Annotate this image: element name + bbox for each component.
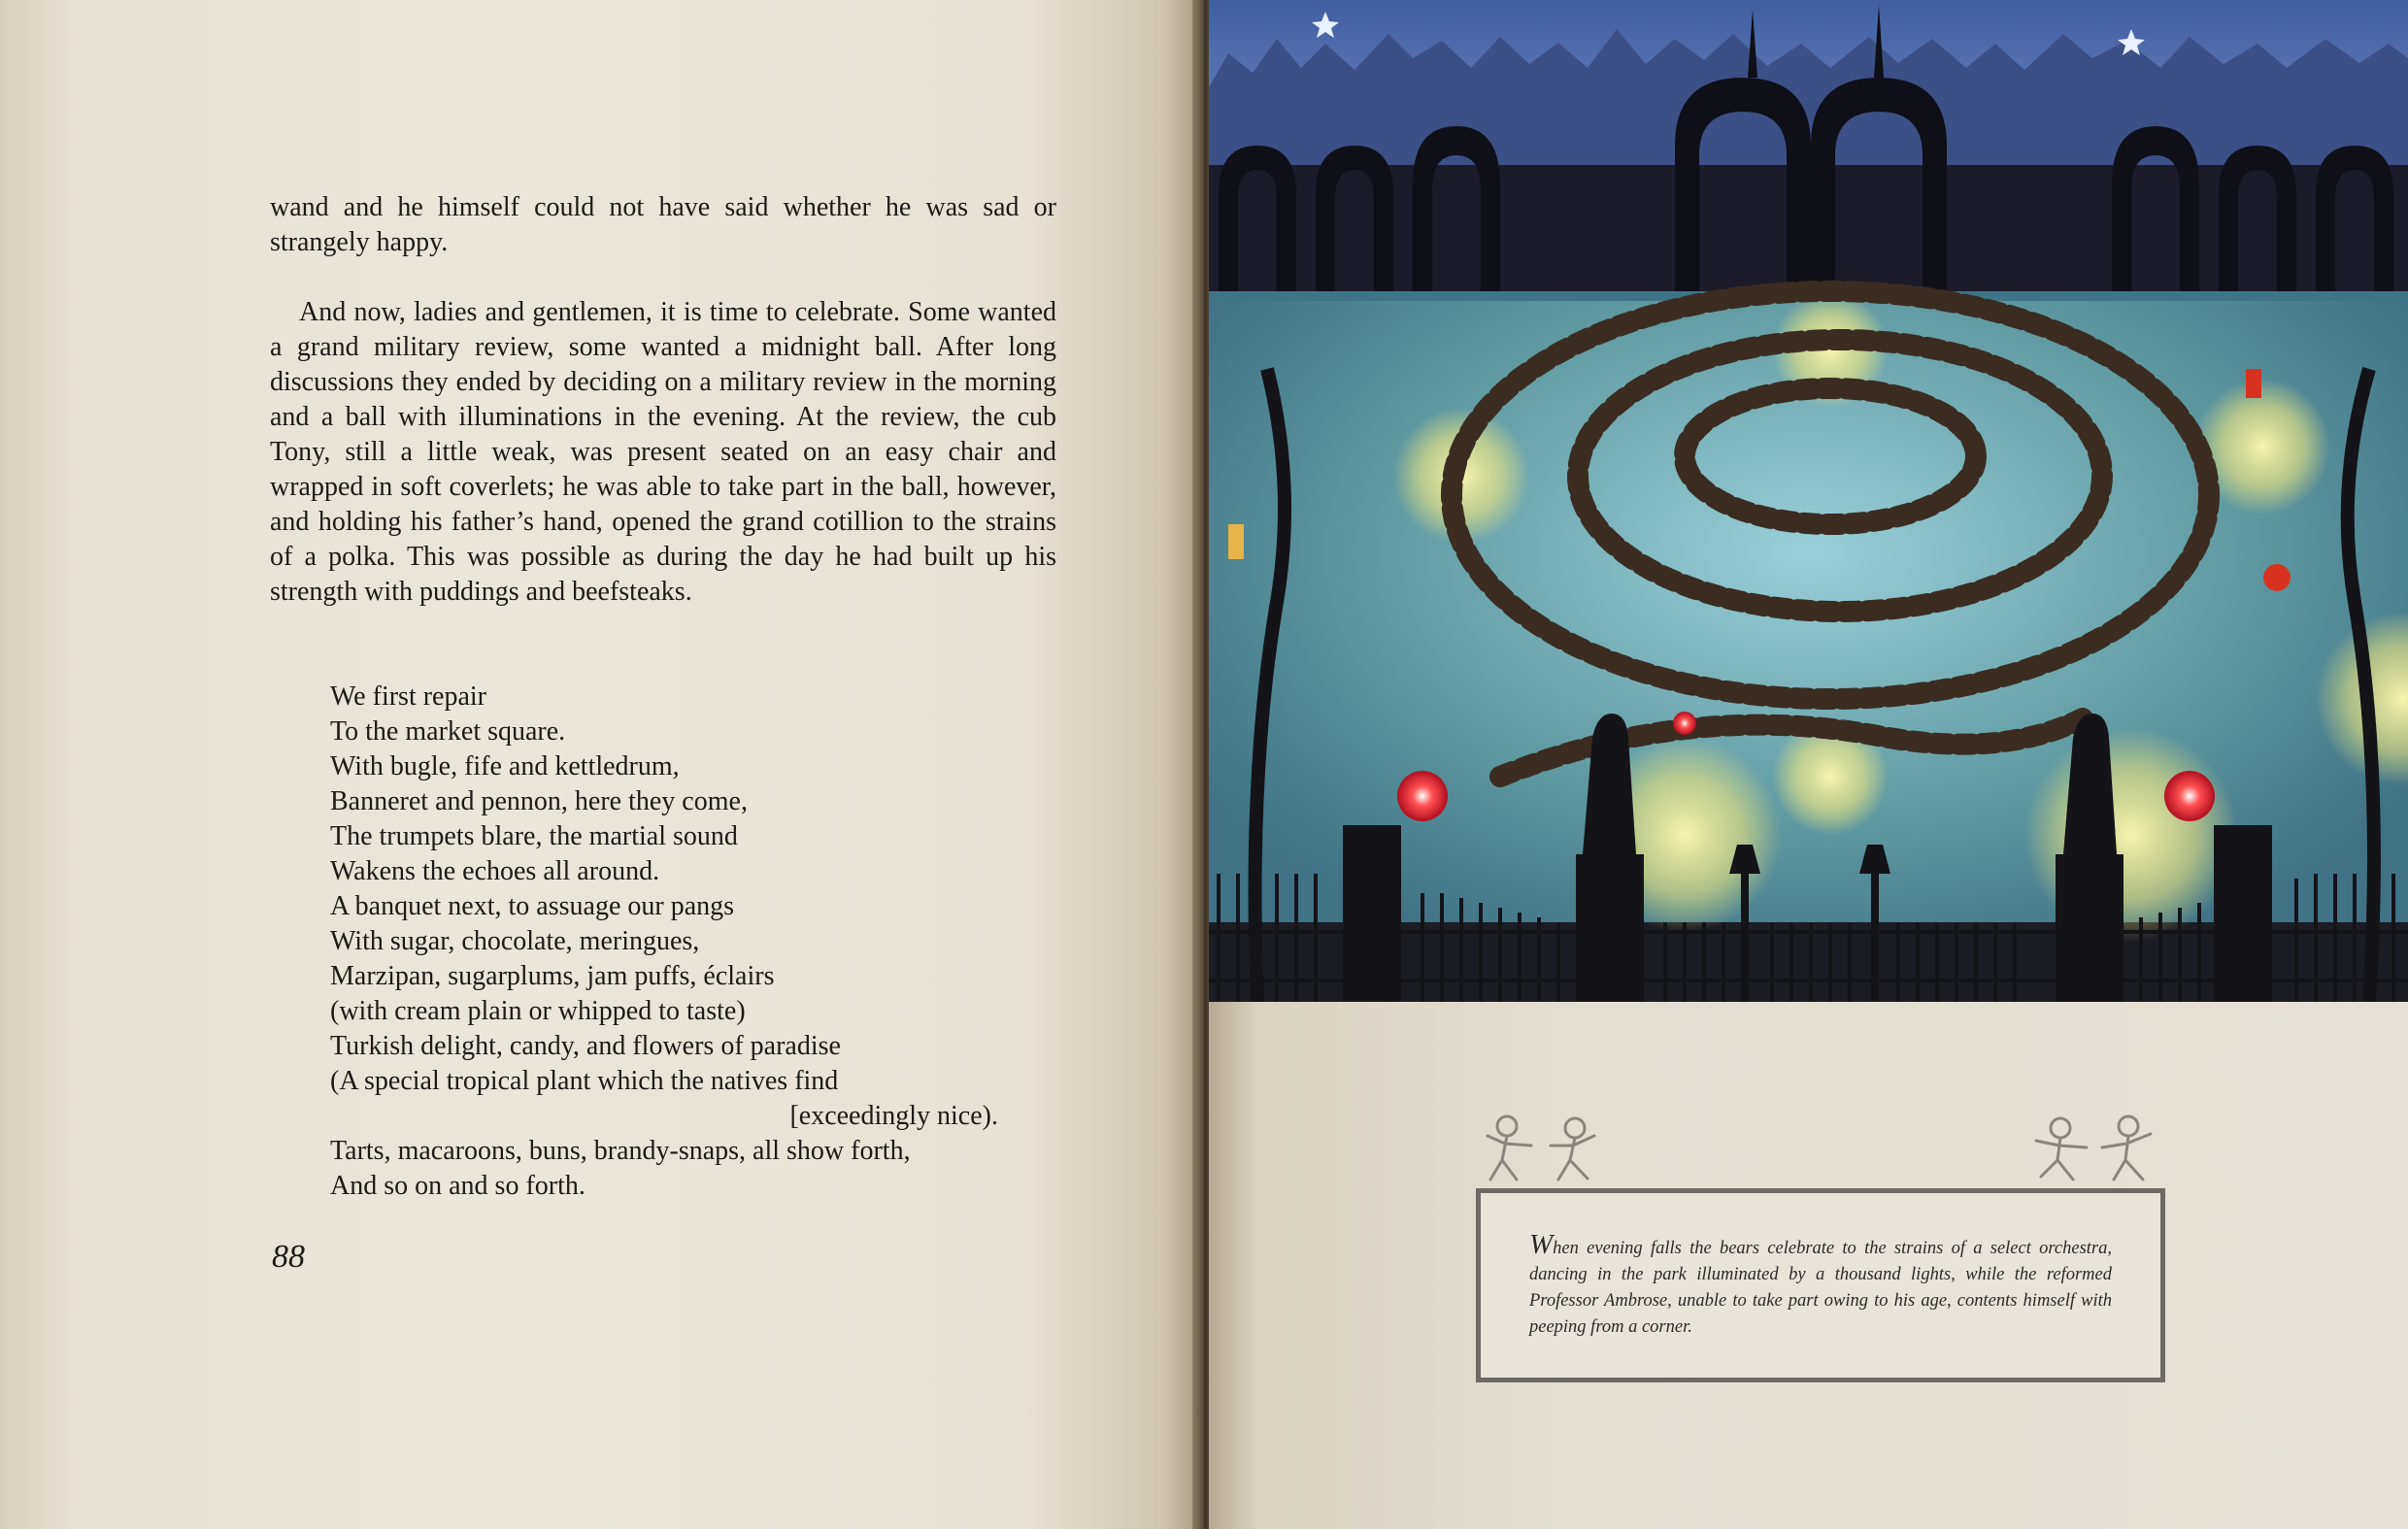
paragraph-1: wand and he himself could not have said whether he was sad or strangely happy. bbox=[270, 192, 1056, 257]
poem-line: (with cream plain or whipped to taste) bbox=[330, 996, 746, 1026]
paragraph-2: And now, ladies and gentlemen, it is time to celebrate. Some wanted a grand military review, some wanted a midnight ball. After long discussions they ended by deciding on a military review in the morning and a ball with illuminations in the evening. At the review, the cub Tony, still a little weak, was present seated on an easy chair and wrapped in soft coverlets; he was able to take part in the ball, however, and holding his father’s hand, opened the grand cotillion to the strains of a polka. This was possible as during the day he had built up his strength with puddings and beefsteaks. bbox=[270, 297, 1056, 607]
poem-line: Wakens the echoes all around. bbox=[330, 856, 660, 886]
bears-dancing-spiral-illustration bbox=[1209, 0, 2408, 1002]
caption-initial: W bbox=[1529, 1229, 1554, 1260]
illustration-caption bbox=[1529, 1229, 2112, 1341]
poem bbox=[330, 680, 1010, 1204]
caption-body: hen evening falls the bears celebrate to the strains of a select orchestra, dancing in the park illuminated by a thousand lights, while the reformed Professor Ambrose, unable to take part owing to his age, contents himself with peeping from a corner. bbox=[1529, 1239, 2112, 1337]
lantern-icon bbox=[2263, 564, 2291, 591]
poem-line: With sugar, chocolate, meringues, bbox=[330, 926, 700, 956]
lantern-icon bbox=[2164, 771, 2215, 821]
poem-line: To the market square. bbox=[330, 716, 566, 747]
poem-line: [exceedingly nice). bbox=[789, 1101, 998, 1131]
poem-line: Tarts, macaroons, buns, brandy-snaps, all show forth, bbox=[330, 1136, 911, 1166]
body-text bbox=[270, 190, 1056, 610]
lantern-icon bbox=[1228, 524, 1244, 559]
caption-box bbox=[1476, 1188, 2165, 1382]
poem-line: The trumpets blare, the martial sound bbox=[330, 821, 738, 851]
poem-line: A banquet next, to assuage our pangs bbox=[330, 891, 735, 921]
caption-area bbox=[1473, 1107, 2386, 1398]
poem-line: Turkish delight, candy, and flowers of paradise bbox=[330, 1031, 841, 1061]
lantern-icon bbox=[2246, 369, 2261, 398]
page-number: 88 bbox=[272, 1239, 305, 1275]
lantern-icon bbox=[1673, 712, 1696, 735]
right-page bbox=[1209, 0, 2408, 1529]
poem-line: We first repair bbox=[330, 681, 486, 712]
lantern-icon bbox=[1397, 771, 1448, 821]
dancing-cats-icon bbox=[1473, 1107, 1609, 1184]
dancing-cats-icon bbox=[2026, 1107, 2162, 1184]
poem-line: And so on and so forth. bbox=[330, 1171, 585, 1201]
poem-line: Banneret and pennon, here they come, bbox=[330, 786, 748, 816]
poem-line: (A special tropical plant which the natives find bbox=[330, 1066, 839, 1096]
poem-line: With bugle, fife and kettledrum, bbox=[330, 751, 680, 781]
poem-line: Marzipan, sugarplums, jam puffs, éclairs bbox=[330, 961, 775, 991]
left-page bbox=[0, 0, 1199, 1529]
